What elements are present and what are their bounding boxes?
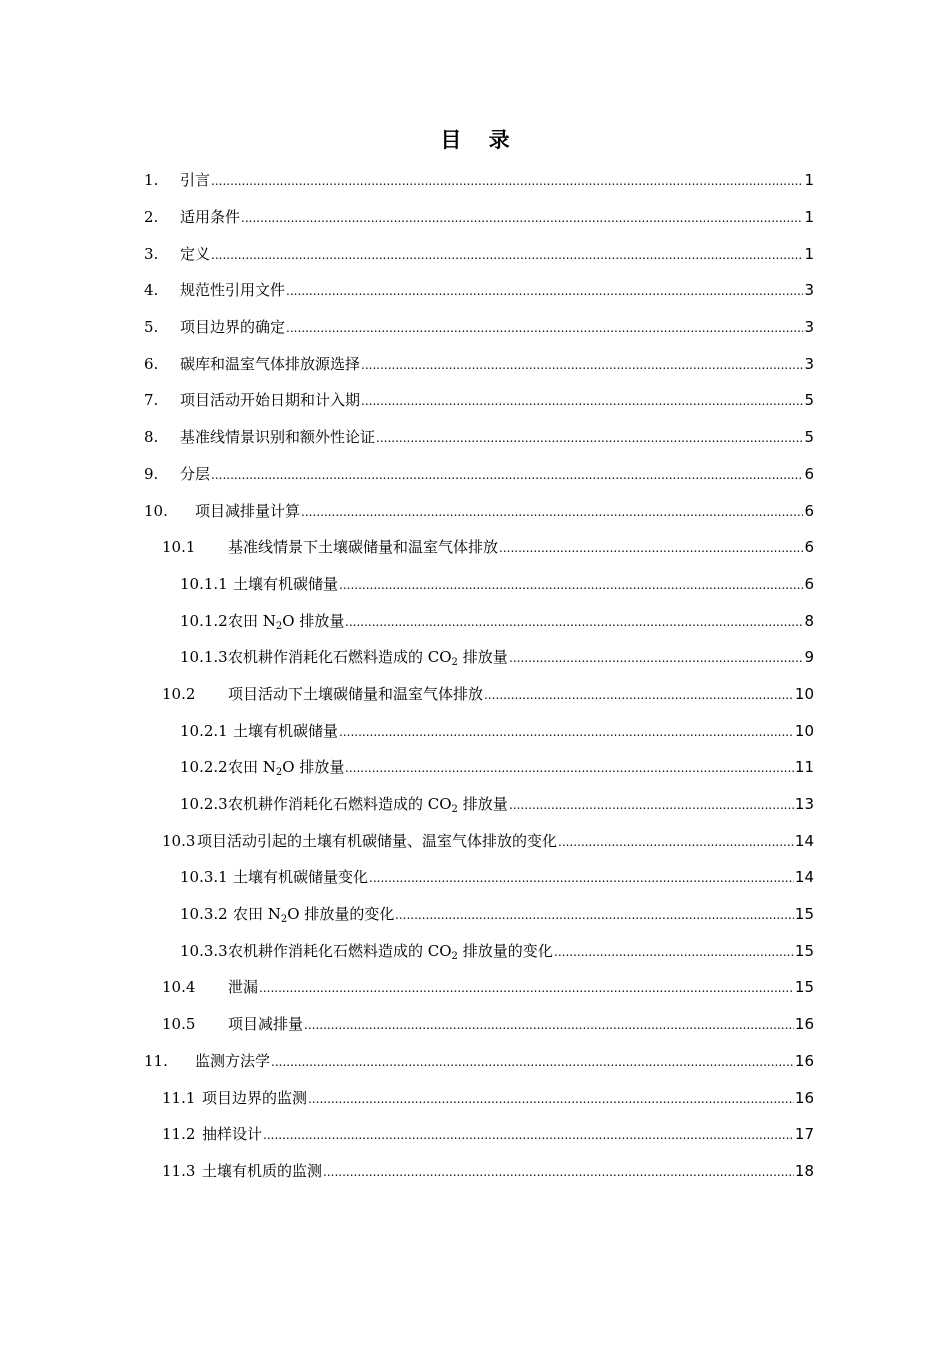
toc-entry-subscript: 2 bbox=[275, 620, 283, 632]
toc-entry-title-text: 土壤有机碳储量变化 bbox=[233, 868, 369, 887]
toc-leader-dots bbox=[345, 611, 809, 631]
toc-entry-page: 14 bbox=[794, 868, 814, 887]
toc-entry-page: 8 bbox=[804, 611, 814, 630]
toc-entry-title bbox=[180, 354, 361, 374]
toc-entry-title-text: 项目边界的监测 bbox=[202, 1088, 308, 1107]
toc-entry-page: 18 bbox=[794, 1161, 814, 1180]
toc-entry-page: 13 bbox=[794, 795, 814, 814]
toc-leader-dots bbox=[211, 464, 809, 484]
toc-entry-title-text: O 排放量的变化 bbox=[287, 905, 395, 924]
toc-entry[interactable] bbox=[0, 529, 950, 566]
toc-entry-title-text: 土壤有机质的监测 bbox=[202, 1161, 323, 1180]
toc-entry-number: 10.2 bbox=[162, 684, 196, 703]
toc-entry-title bbox=[180, 317, 286, 337]
toc-entry-page: 16 bbox=[794, 1015, 814, 1034]
toc-entry-page: 15 bbox=[794, 905, 814, 924]
toc-entry-number: 10.2.2 bbox=[180, 758, 228, 777]
toc-entry-number: 3. bbox=[144, 244, 159, 263]
toc-entry-number: 10.3.1 bbox=[180, 868, 228, 887]
toc-entry-title-text: 适用条件 bbox=[180, 208, 241, 227]
toc-entry-number: 10.1 bbox=[162, 538, 196, 557]
toc-entry-page: 6 bbox=[804, 538, 814, 557]
toc-entry-title bbox=[233, 867, 369, 887]
toc-entry-title bbox=[228, 941, 554, 961]
toc-entry[interactable] bbox=[0, 199, 950, 236]
toc-entry-title-text: 基准线情景识别和额外性论证 bbox=[180, 428, 376, 447]
toc-entry-page: 16 bbox=[794, 1088, 814, 1107]
page-title: 目 录 bbox=[440, 128, 520, 152]
toc-entry-title bbox=[180, 170, 211, 190]
toc-leader-dots bbox=[345, 757, 809, 777]
toc-entry-title-text: 引言 bbox=[180, 171, 211, 190]
toc-entry-number: 5. bbox=[144, 318, 159, 337]
toc-entry[interactable] bbox=[0, 749, 950, 786]
toc-entry-number: 10.4 bbox=[162, 978, 196, 997]
toc-entry-page: 14 bbox=[794, 831, 814, 850]
toc-leader-dots bbox=[376, 427, 809, 447]
toc-entry-number: 1. bbox=[144, 171, 159, 190]
toc-entry-subscript: 2 bbox=[451, 950, 458, 962]
toc-entry-title-text: 基准线情景下土壤碳储量和温室气体排放 bbox=[228, 538, 499, 557]
toc-entry-number: 10.1.3 bbox=[180, 648, 228, 667]
toc-leader-dots bbox=[259, 977, 809, 997]
toc-entry-title-text: O 排放量 bbox=[282, 758, 345, 777]
toc-entry-title bbox=[233, 574, 339, 594]
toc-leader-dots bbox=[499, 537, 809, 557]
toc-entry[interactable] bbox=[0, 456, 950, 493]
toc-entry-title bbox=[180, 207, 241, 227]
toc-leader-dots bbox=[395, 904, 809, 924]
toc-entry-page: 17 bbox=[794, 1125, 814, 1144]
toc-entry-title bbox=[228, 757, 345, 777]
toc-entry-page: 1 bbox=[804, 208, 814, 227]
toc-entry-title-text: 排放量的变化 bbox=[457, 941, 553, 960]
toc-leader-dots bbox=[339, 721, 809, 741]
toc-entry-number: 11. bbox=[144, 1051, 168, 1070]
toc-entry-page: 11 bbox=[794, 758, 814, 777]
toc-entry-page: 1 bbox=[804, 171, 814, 190]
toc-entry-page: 5 bbox=[804, 428, 814, 447]
toc-leader-dots bbox=[558, 831, 809, 851]
toc-entry[interactable] bbox=[0, 969, 950, 1006]
toc-entry-title bbox=[202, 1161, 323, 1181]
toc-entry[interactable] bbox=[0, 639, 950, 676]
toc-leader-dots bbox=[211, 170, 809, 190]
toc-entry-title bbox=[180, 464, 211, 484]
toc-entry[interactable] bbox=[0, 382, 950, 419]
toc-entry-number: 10.1.1 bbox=[180, 574, 228, 593]
toc-entry-title-text: 农田 N bbox=[228, 758, 276, 777]
toc-entry-title-text: 项目减排量计算 bbox=[195, 501, 301, 520]
toc-entry-title-text: 农机耕作消耗化石燃料造成的 CO bbox=[228, 648, 452, 667]
toc-entry[interactable] bbox=[0, 162, 950, 199]
toc-entry-number: 9. bbox=[144, 464, 159, 483]
toc-entry[interactable] bbox=[0, 1006, 950, 1043]
toc-entry[interactable] bbox=[0, 676, 950, 713]
toc-entry-page: 10 bbox=[794, 684, 814, 703]
toc-entry-title-text: 排放量 bbox=[457, 648, 508, 667]
toc-entry[interactable] bbox=[0, 786, 950, 823]
toc-entry[interactable] bbox=[0, 235, 950, 272]
toc-entry[interactable] bbox=[0, 1079, 950, 1116]
toc-entry-title bbox=[180, 390, 361, 410]
toc-leader-dots bbox=[241, 207, 809, 227]
toc-leader-dots bbox=[286, 317, 809, 337]
toc-entry-title-text: 抽样设计 bbox=[202, 1125, 263, 1144]
toc-entry-title bbox=[228, 611, 345, 631]
toc-entry-page: 1 bbox=[804, 244, 814, 263]
toc-leader-dots bbox=[339, 574, 809, 594]
toc-leader-dots bbox=[286, 280, 809, 300]
toc-leader-dots bbox=[308, 1088, 809, 1108]
toc-entry-number: 10.1.2 bbox=[180, 611, 228, 630]
toc-entry-title-text: 项目活动开始日期和计入期 bbox=[180, 391, 361, 410]
toc-entry-subscript: 2 bbox=[280, 914, 288, 926]
toc-entry-number: 11.2 bbox=[162, 1125, 196, 1144]
toc-entry-page: 10 bbox=[794, 721, 814, 740]
toc-entry-page: 3 bbox=[804, 281, 814, 300]
toc-entry-title bbox=[180, 244, 211, 264]
toc-entry-title bbox=[197, 831, 558, 851]
table-of-contents bbox=[0, 162, 950, 1189]
toc-entry-number: 10. bbox=[144, 501, 168, 520]
toc-entry-title-text: O 排放量 bbox=[282, 611, 345, 630]
toc-entry-title-text: 项目减排量 bbox=[228, 1015, 304, 1034]
toc-entry-number: 2. bbox=[144, 208, 159, 227]
toc-entry[interactable] bbox=[0, 896, 950, 933]
toc-entry-number: 10.3 bbox=[162, 831, 196, 850]
toc-entry-number: 10.2.3 bbox=[180, 795, 228, 814]
toc-entry-title-text: 项目边界的确定 bbox=[180, 318, 286, 337]
toc-entry-number: 11.1 bbox=[162, 1088, 196, 1107]
toc-entry-number: 4. bbox=[144, 281, 159, 300]
toc-entry-subscript: 2 bbox=[275, 767, 283, 779]
toc-leader-dots bbox=[323, 1161, 809, 1181]
toc-entry-subscript: 2 bbox=[451, 804, 458, 816]
toc-entry-title-text: 农机耕作消耗化石燃料造成的 CO bbox=[228, 795, 452, 814]
toc-leader-dots bbox=[361, 354, 809, 374]
toc-entry-page: 5 bbox=[804, 391, 814, 410]
toc-entry-title bbox=[202, 1124, 263, 1144]
toc-leader-dots bbox=[554, 941, 809, 961]
toc-entry-subscript: 2 bbox=[451, 657, 458, 669]
toc-entry-title-text: 项目活动下土壤碳储量和温室气体排放 bbox=[228, 684, 484, 703]
toc-entry-title-text: 碳库和温室气体排放源选择 bbox=[180, 354, 361, 373]
toc-entry-title-text: 分层 bbox=[180, 464, 211, 483]
toc-entry-page: 16 bbox=[794, 1051, 814, 1070]
toc-leader-dots bbox=[369, 867, 809, 887]
toc-leader-dots bbox=[509, 794, 809, 814]
toc-entry-title-text: 排放量 bbox=[457, 795, 508, 814]
toc-entry-title bbox=[202, 1088, 308, 1108]
toc-entry[interactable] bbox=[0, 272, 950, 309]
toc-leader-dots bbox=[304, 1014, 809, 1034]
toc-entry-page: 9 bbox=[804, 648, 814, 667]
toc-entry-number: 6. bbox=[144, 354, 159, 373]
toc-entry-title bbox=[180, 427, 376, 447]
toc-entry[interactable] bbox=[0, 1153, 950, 1190]
toc-entry-number: 7. bbox=[144, 391, 159, 410]
toc-entry[interactable] bbox=[0, 492, 950, 529]
toc-entry[interactable] bbox=[0, 602, 950, 639]
toc-entry-title bbox=[195, 1051, 271, 1071]
toc-entry-title bbox=[228, 684, 484, 704]
toc-entry-title bbox=[233, 904, 395, 924]
toc-leader-dots bbox=[271, 1051, 809, 1071]
toc-entry-title bbox=[228, 977, 259, 997]
toc-entry-title-text: 定义 bbox=[180, 244, 211, 263]
toc-entry-number: 10.3.2 bbox=[180, 905, 228, 924]
toc-entry-title bbox=[228, 647, 509, 667]
toc-entry[interactable] bbox=[0, 566, 950, 603]
toc-entry-title bbox=[228, 1014, 304, 1034]
toc-entry[interactable] bbox=[0, 932, 950, 969]
toc-entry[interactable] bbox=[0, 345, 950, 382]
toc-entry[interactable] bbox=[0, 1043, 950, 1080]
toc-entry-page: 15 bbox=[794, 978, 814, 997]
toc-entry-title-text: 农田 N bbox=[233, 905, 281, 924]
toc-entry-title bbox=[180, 280, 286, 300]
toc-entry-number: 10.2.1 bbox=[180, 721, 228, 740]
toc-entry-page: 3 bbox=[804, 318, 814, 337]
toc-entry-title-text: 土壤有机碳储量 bbox=[233, 574, 339, 593]
toc-entry-page: 3 bbox=[804, 354, 814, 373]
toc-entry-title-text: 监测方法学 bbox=[195, 1051, 271, 1070]
toc-entry[interactable] bbox=[0, 309, 950, 346]
toc-leader-dots bbox=[301, 501, 809, 521]
toc-leader-dots bbox=[509, 647, 809, 667]
toc-entry-title-text: 土壤有机碳储量 bbox=[233, 721, 339, 740]
toc-entry[interactable] bbox=[0, 822, 950, 859]
toc-entry-number: 8. bbox=[144, 428, 159, 447]
toc-entry-number: 10.3.3 bbox=[180, 941, 228, 960]
toc-entry[interactable] bbox=[0, 419, 950, 456]
toc-entry-title bbox=[233, 721, 339, 741]
toc-entry-title-text: 泄漏 bbox=[228, 978, 259, 997]
toc-entry-title bbox=[195, 501, 301, 521]
toc-entry-page: 6 bbox=[804, 574, 814, 593]
toc-entry-title bbox=[228, 794, 509, 814]
toc-entry-page: 6 bbox=[804, 464, 814, 483]
toc-leader-dots bbox=[211, 244, 809, 264]
toc-leader-dots bbox=[361, 390, 809, 410]
toc-entry-title-text: 项目活动引起的土壤有机碳储量、温室气体排放的变化 bbox=[197, 831, 558, 850]
toc-entry-title-text: 农田 N bbox=[228, 611, 276, 630]
toc-entry[interactable] bbox=[0, 859, 950, 896]
toc-entry-page: 15 bbox=[794, 941, 814, 960]
toc-entry[interactable] bbox=[0, 712, 950, 749]
toc-leader-dots bbox=[263, 1124, 809, 1144]
toc-entry-page: 6 bbox=[804, 501, 814, 520]
toc-entry-title-text: 农机耕作消耗化石燃料造成的 CO bbox=[228, 941, 452, 960]
toc-entry-number: 11.3 bbox=[162, 1161, 196, 1180]
toc-entry[interactable] bbox=[0, 1116, 950, 1153]
toc-leader-dots bbox=[484, 684, 809, 704]
toc-entry-number: 10.5 bbox=[162, 1015, 196, 1034]
toc-entry-title-text: 规范性引用文件 bbox=[180, 281, 286, 300]
toc-entry-title bbox=[228, 537, 499, 557]
